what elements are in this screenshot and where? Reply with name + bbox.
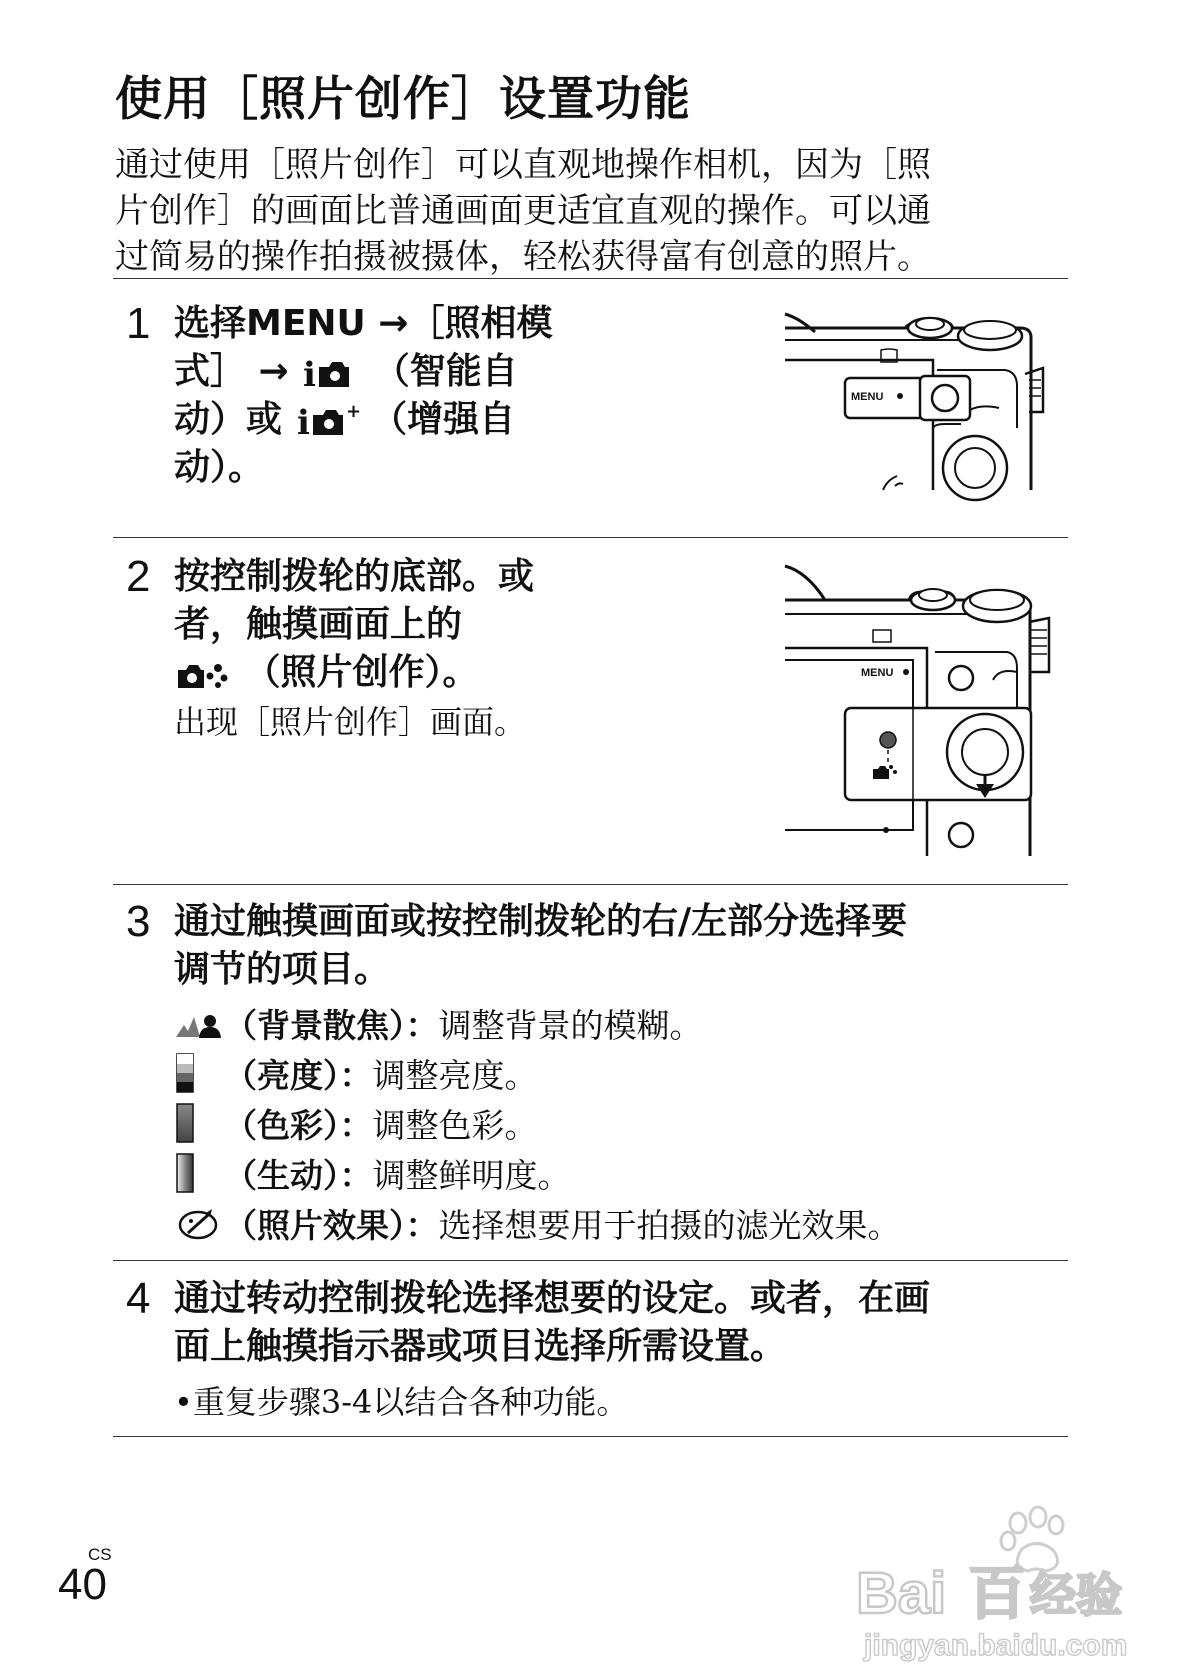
step-1-text bbox=[174, 300, 552, 492]
color-bar-icon bbox=[174, 1102, 198, 1144]
vividness-bar-icon bbox=[174, 1152, 198, 1194]
item-name: （生动）： bbox=[224, 1155, 373, 1195]
step-2-segment: （照片创作）。 bbox=[244, 652, 479, 693]
step-1-segment: 式］ → bbox=[174, 351, 289, 392]
divider bbox=[113, 884, 1068, 885]
divider bbox=[113, 1436, 1068, 1437]
step-3-text bbox=[174, 898, 907, 994]
menu-label: MENU bbox=[851, 391, 884, 403]
svg-text:+: + bbox=[345, 401, 361, 422]
item-name: （亮度）： bbox=[224, 1055, 373, 1095]
step-1-segment: （智能自 bbox=[373, 351, 518, 392]
step-2-line bbox=[174, 649, 534, 697]
watermark-url: jingyan.baidu.com bbox=[864, 1629, 1128, 1662]
step-2-line: 者，触摸画面上的 bbox=[174, 604, 463, 645]
item-desc: 调整亮度。 bbox=[372, 1055, 538, 1095]
item-desc: 选择想要用于拍摄的滤光效果。 bbox=[438, 1205, 901, 1245]
picture-effect-icon bbox=[174, 1203, 222, 1243]
background-defocus-icon bbox=[174, 1005, 222, 1041]
svg-text:i: i bbox=[303, 355, 317, 395]
item-desc: 调整鲜明度。 bbox=[372, 1155, 571, 1195]
step-2-line: 按控制拨轮的底部。或 bbox=[174, 556, 535, 597]
watermark-brand: Bai bbox=[856, 1561, 947, 1626]
step-1-segment: （增强自 bbox=[371, 399, 516, 440]
step-2-note: 出现［照片创作］画面。 bbox=[174, 703, 527, 741]
svg-text:i: i bbox=[296, 403, 310, 443]
step-1-line bbox=[174, 396, 552, 444]
intro-paragraph bbox=[115, 142, 1065, 280]
language-code: CS bbox=[88, 1545, 112, 1564]
camera-control-wheel-illustration bbox=[785, 560, 1060, 860]
step-number: 1 bbox=[126, 299, 151, 348]
step-4-line: 通过转动控制拨轮选择想要的设定。或者，在画 bbox=[174, 1278, 931, 1319]
item-desc: 调整背景的模糊。 bbox=[438, 1005, 703, 1045]
step-number: 3 bbox=[126, 897, 151, 946]
brightness-bar-icon bbox=[174, 1052, 198, 1094]
divider bbox=[113, 537, 1068, 538]
watermark-brand-cn: 经验 bbox=[1030, 1568, 1122, 1622]
step-1-line bbox=[174, 348, 552, 396]
item-name: （色彩）： bbox=[224, 1105, 373, 1145]
item-vividness bbox=[174, 1150, 571, 1196]
step-1-segment: 动）或 bbox=[174, 399, 283, 440]
item-brightness bbox=[174, 1050, 538, 1096]
page-title: 使用［照片创作］设置功能 bbox=[115, 72, 691, 127]
divider bbox=[113, 1260, 1068, 1261]
step-4-line: 面上触摸指示器或项目选择所需设置。 bbox=[174, 1326, 787, 1367]
step-1-line: 选择MENU →［照相模 bbox=[174, 303, 553, 344]
menu-label: MENU bbox=[861, 667, 894, 679]
item-name: （照片效果）： bbox=[224, 1205, 439, 1245]
step-number: 4 bbox=[126, 1274, 151, 1323]
watermark-brand-end: 百 bbox=[968, 1561, 1027, 1626]
intro-line: 通过使用［照片创作］可以直观地操作相机，因为［照 bbox=[115, 145, 931, 185]
intelligent-auto-icon bbox=[301, 353, 361, 393]
step-4-text bbox=[174, 1275, 930, 1371]
item-name: （背景散焦）： bbox=[224, 1005, 439, 1045]
baidu-watermark bbox=[850, 1505, 1150, 1665]
step-3-line: 调节的项目。 bbox=[174, 949, 391, 990]
intro-line: 片创作］的画面比普通画面更适宜直观的操作。可以通 bbox=[115, 191, 931, 231]
divider bbox=[113, 278, 1068, 279]
photo-creativity-icon bbox=[174, 654, 232, 694]
step-2-text bbox=[174, 553, 534, 697]
step-number: 2 bbox=[126, 552, 151, 601]
item-picture-effect bbox=[174, 1200, 901, 1246]
step-1-line: 动）。 bbox=[174, 447, 265, 488]
intro-line: 过简易的操作拍摄被摄体，轻松获得富有创意的照片。 bbox=[115, 237, 931, 277]
superior-auto-icon bbox=[295, 401, 359, 441]
step-3-line: 通过触摸画面或按控制拨轮的右/左部分选择要 bbox=[174, 901, 908, 942]
step-4-bullet: •重复步骤3-4以结合各种功能。 bbox=[174, 1383, 629, 1421]
item-color bbox=[174, 1100, 538, 1146]
camera-back-illustration bbox=[785, 300, 1055, 490]
page-number: 40 bbox=[58, 1560, 107, 1609]
item-desc: 调整色彩。 bbox=[372, 1105, 538, 1145]
item-background-defocus bbox=[174, 1000, 703, 1046]
